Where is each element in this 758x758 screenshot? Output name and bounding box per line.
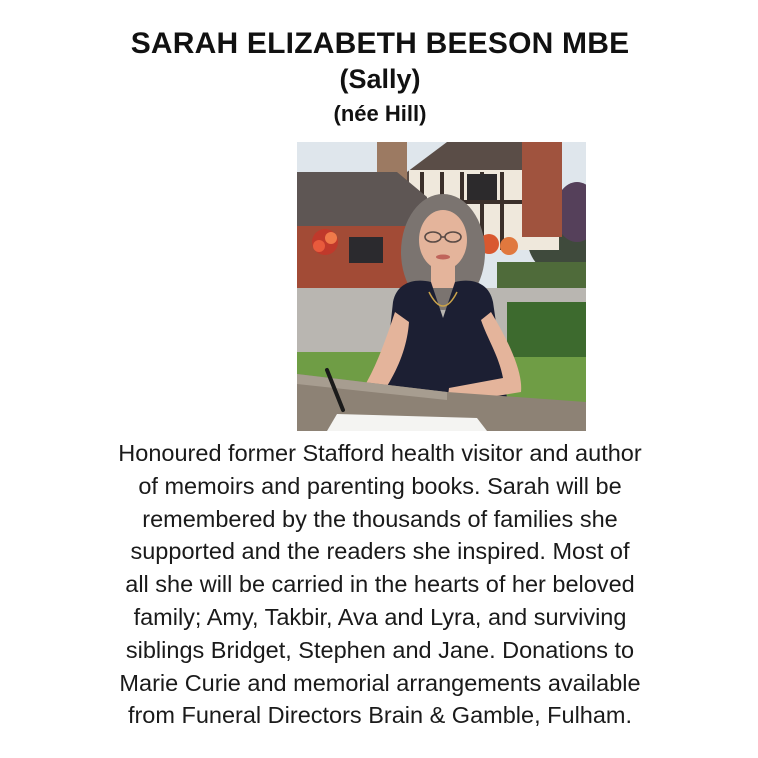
obituary-notice (64, 0, 696, 758)
maiden-name: (née Hill) (333, 101, 427, 126)
tribute-line: Marie Curie and memorial arrangements available (119, 669, 641, 696)
tribute-line: from Funeral Directors Brain & Gamble, Fulham. (127, 702, 633, 729)
tribute-line: all she will be carried in the hearts of her beloved (125, 571, 635, 598)
portrait-photo (297, 142, 586, 431)
tribute-line: of memoirs and parenting books. Sarah will be (138, 472, 622, 499)
portrait-photo-illustration (297, 142, 586, 431)
tribute-line: supported and the readers she inspired. Most of (130, 538, 630, 565)
nickname: (Sally) (339, 64, 421, 94)
tribute-line: remembered by the thousands of families she (142, 505, 618, 532)
tribute-line: siblings Bridget, Stephen and Jane. Donations to (125, 636, 635, 663)
tribute-line: Honoured former Stafford health visitor and author (118, 440, 642, 466)
tribute-line: family; Amy, Takbir, Ava and Lyra, and surviving (133, 603, 627, 630)
tribute-text (64, 437, 696, 732)
deceased-name: SARAH ELIZABETH BEESON MBE (130, 27, 630, 60)
